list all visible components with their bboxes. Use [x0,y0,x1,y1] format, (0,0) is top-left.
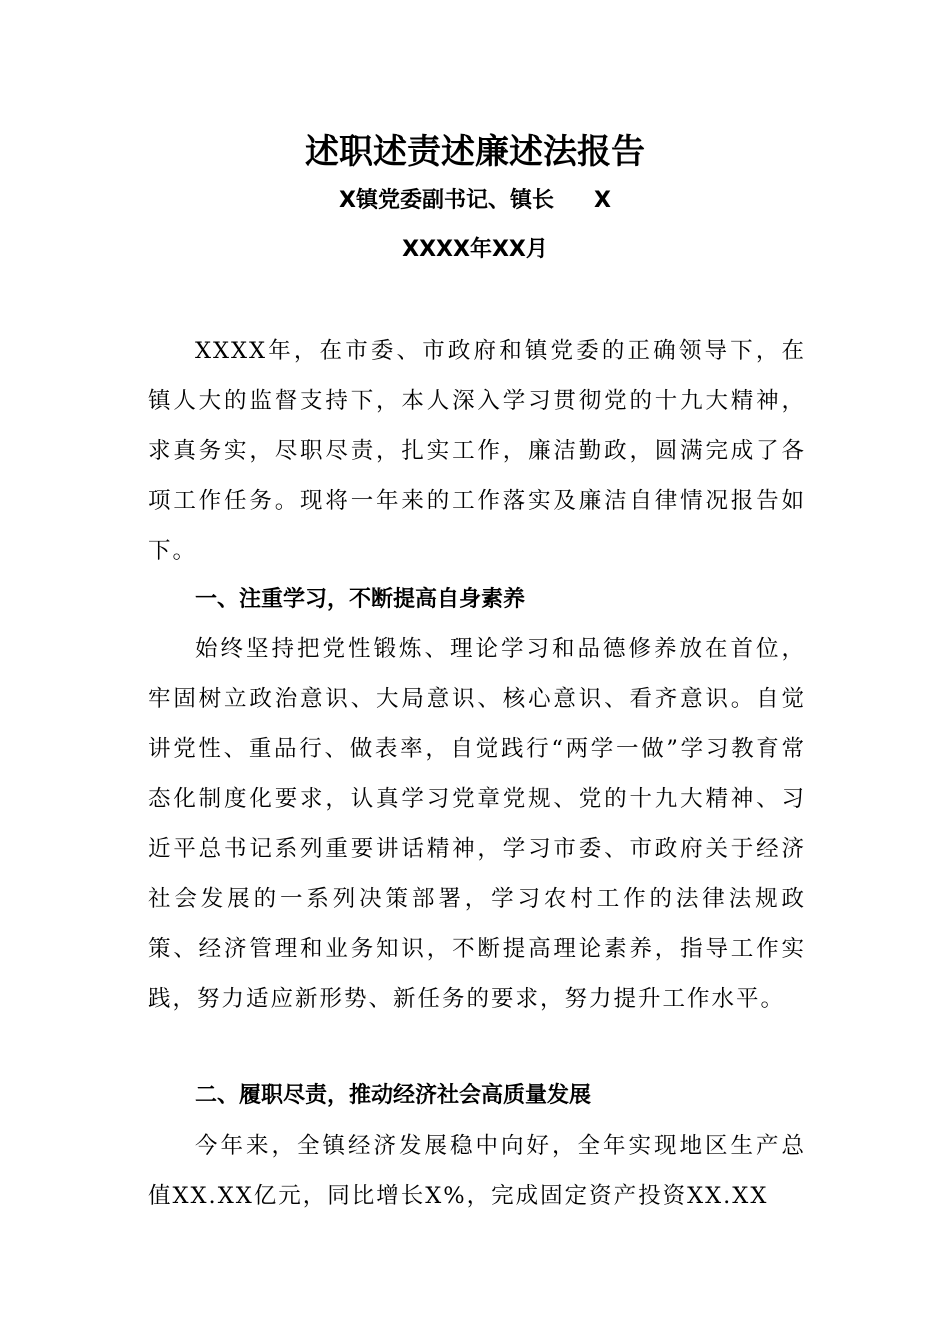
section-paragraph-2: 今年来，全镇经济发展稳中向好，全年实现地区生产总值XX.XX亿元，同比增长X%，完成固定资产投资XX.XX [148,1133,806,1209]
author-line [0,183,950,219]
document-date: XXXX年XX月 [402,237,548,262]
document-title: 述职述责述廉述法报告 [305,132,645,172]
section-heading-2: 二、履职尽责，推动经济社会高质量发展 [195,1083,592,1108]
author-name: X [594,188,611,213]
section-heading-1: 一、注重学习，不断提高自身素养 [195,587,526,612]
author-role: X镇党委副书记、镇长 [339,188,554,213]
intro-paragraph: XXXX年，在市委、市政府和镇党委的正确领导下，在镇人大的监督支持下，本人深入学习贯彻党的十九大精神，求真务实，尽职尽责，扎实工作，廉洁勤政，圆满完成了各项工作任务。现将一年来的工作落实及廉洁自律情况报告如下。 [148,338,806,564]
section-paragraph-1: 始终坚持把党性锻炼、理论学习和品德修养放在首位，牢固树立政治意识、大局意识、核心意识、看齐意识。自觉讲党性、重品行、做表率，自觉践行“两学一做”学习教育常态化制度化要求，认真学习党章党规、党的十九大精神、习近平总书记系列重要讲话精神，学习市委、市政府关于经济社会发展的一系列决策部署，学习农村工作的法律法规政策、经济管理和业务知识，不断提高理论素养，指导工作实践，努力适应新形势、新任务的要求，努力提升工作水平。 [148,636,806,1012]
